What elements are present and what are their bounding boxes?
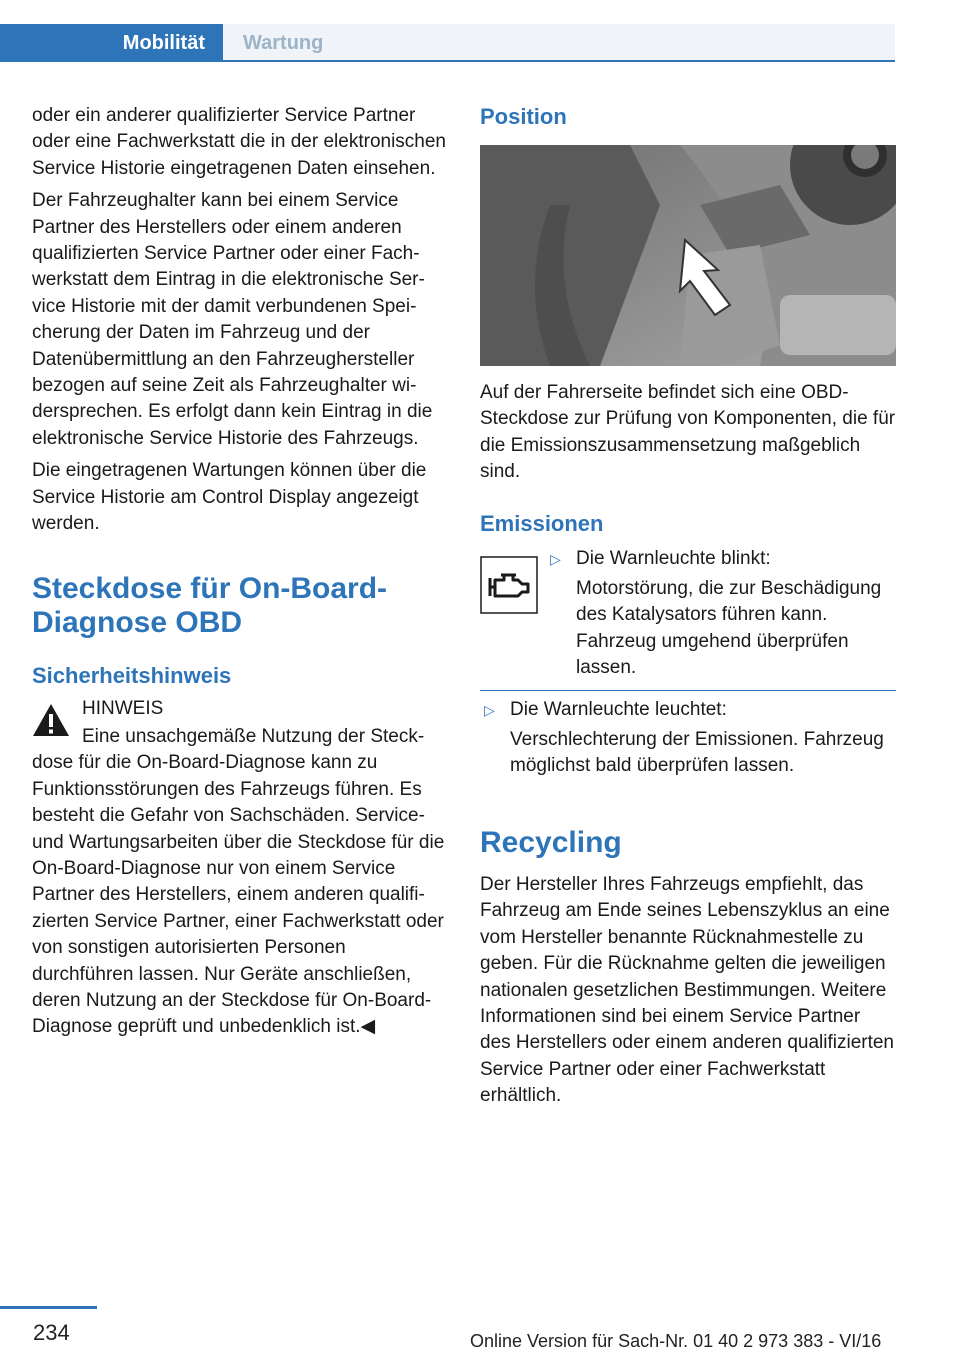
subheading-position: Position xyxy=(480,104,567,129)
emissions-list-second xyxy=(480,691,896,780)
footer-rule xyxy=(0,1306,97,1309)
tab-wartung[interactable]: Wartung xyxy=(223,24,895,62)
list-item xyxy=(546,546,896,572)
subheading-emissions: Emissionen xyxy=(480,510,604,536)
warning-note xyxy=(32,696,448,722)
paragraph: Der Fahrzeughalter kann bei einem Service Partner des Herstellers oder einem anderen qualifizierten Service Partner oder einer Fachwerkstatt dem Eintrag in die elektronische Service Historie mit der damit verbundenen Speicherung der Daten im Fahrzeug und der Datenübermittlung an den Fahrzeughersteller bezogen auf seine Zeit als Fahrzeughalter widersprechen. Es erfolgt dann kein Eintrag in die elektronische Service Historie des Fahrzeugs. xyxy=(32,190,433,449)
car-interior-illustration xyxy=(480,145,896,366)
chapter-tab-bar xyxy=(0,0,895,62)
paragraph-position: Auf der Fahrerseite befindet sich eine OBD-Steckdose zur Prüfung von Komponenten, die für die Emissionszusammensetzung maßgeblich sind. xyxy=(480,382,896,483)
footer-version-text: Online Version für Sach-Nr. 01 40 2 973 383 - VI/16 xyxy=(470,1331,882,1351)
triangle-bullet-icon: ▷ xyxy=(550,550,561,567)
header-rule xyxy=(0,60,895,62)
engine-warning-icon xyxy=(480,556,538,614)
subheading-safety: Sicherheitshinweis xyxy=(32,662,232,688)
triangle-bullet-icon: ▷ xyxy=(484,701,495,718)
list-item xyxy=(480,697,896,723)
right-column xyxy=(480,103,896,1116)
engine-warning-icon-box xyxy=(480,546,546,690)
list-item-text: Verschlechterung der Emissionen. Fahrzeug möglichst bald überprüfen lassen. xyxy=(510,729,884,777)
paragraph-recycling: Der Hersteller Ihres Fahrzeugs empfiehlt, das Fahrzeug am Ende seines Lebenszyklus an eine vom Hersteller benannte Rücknahmestelle zu geben. Für die Rücknahme gelten die jeweiligen nationalen gesetzlichen Bestimmungen. Weitere Informationen sind bei einem Service Partner des Herstellers oder einem anderen qualifizierten Service Partner oder einer Fachwerkstatt erhältlich. xyxy=(480,873,895,1107)
paragraph: Die eingetragenen Wartungen können über die Service Historie am Control Display angezeigt werden. xyxy=(32,460,427,535)
list-item-text: Motorstörung, die zur Beschädigung des Katalysators führen kann. Fahrzeug umgehend überprüfen lassen. xyxy=(576,578,882,679)
warning-label: HINWEIS xyxy=(82,697,164,719)
section-heading-recycling: Recycling xyxy=(480,825,622,859)
warning-text: Eine unsachgemäße Nutzung der Steckdose für die On-Board-Diagnose kann zu Funktionsstörungen des Fahrzeugs führen. Es besteht die Gefahr von Sachschäden. Service- und Wartungsarbeiten über die Steckdose für die On-Board-Diagnose nur von einem Service Partner des Herstellers, einem anderen qualifizierten Service Partner, einer Fachwerkstatt oder von sonstigen autorisierten Personen durchführen lassen. Nur Geräte anschließen, deren Nutzung an der Steckdose für On-Board-Diagnose geprüft und unbedenklich ist.◀ xyxy=(32,725,445,1038)
left-column xyxy=(32,103,448,1041)
tab-mobilitaet[interactable]: Mobilität xyxy=(0,24,223,62)
list-item-title: Die Warnleuchte blinkt: xyxy=(576,547,771,569)
page-number: 234 xyxy=(33,1320,70,1345)
list-item-detail xyxy=(480,727,896,780)
list-item-title: Die Warnleuchte leuchtet: xyxy=(510,698,727,720)
emissions-list-first xyxy=(546,546,896,690)
warning-triangle-icon xyxy=(32,702,70,738)
list-item-detail xyxy=(546,576,896,682)
paragraph: oder ein anderer qualifizierter Service Partner oder eine Fachwerkstatt die in der elektronischen Service Historie eingetragenen Daten einsehen. xyxy=(32,105,447,179)
emissions-block xyxy=(480,546,896,690)
obd-location-photo xyxy=(480,145,896,366)
section-heading-obd: Steckdose für On-Board-Diagnose OBD xyxy=(32,571,388,639)
